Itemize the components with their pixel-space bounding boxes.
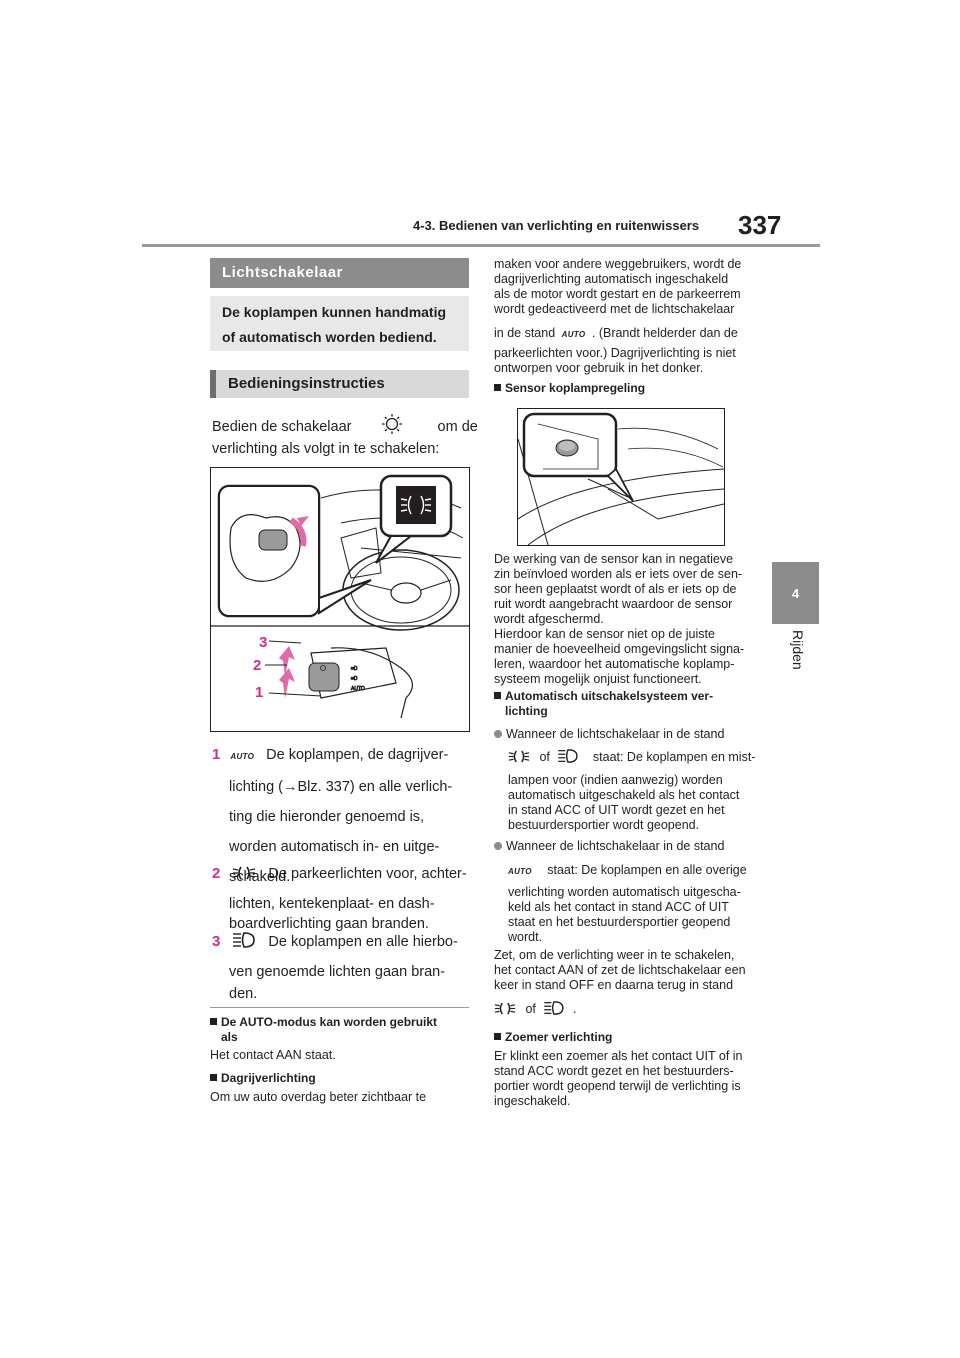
reset-paragraph [494, 948, 764, 993]
step-2 [212, 862, 472, 936]
square-bullet-icon [210, 1074, 217, 1081]
text-segment: Wanneer de lichtschakelaar in de stand [506, 727, 725, 741]
step-number: 3 [212, 933, 221, 950]
text-line: Zet, om de verlichting weer in te schakelen, [494, 948, 735, 962]
parking-light-icon [232, 865, 256, 881]
square-bullet-icon [494, 384, 501, 391]
section-title: 4-3. Bedienen van verlichting en ruitenwissers [413, 218, 700, 233]
round-bullet-icon [494, 842, 502, 850]
text-line: wordt gedeactiveerd met de lichtschakelaar [494, 302, 735, 316]
intro-line: De koplampen kunnen handmatig [222, 304, 447, 320]
text-line: dagrijverlichting automatisch ingeschakeld [494, 272, 729, 286]
text-line: lampen voor (indien aanwezig) worden [508, 773, 723, 787]
drl-stand-line [494, 326, 738, 342]
bullet-2-lead [494, 839, 724, 854]
light-switch-figure [210, 467, 470, 732]
text-line: Hierdoor kan de sensor niet op de juiste [494, 627, 715, 641]
text-line: maken voor andere weggebruikers, wordt de [494, 257, 742, 271]
parking-light-icon [494, 1001, 516, 1016]
text-segment: Wanneer de lichtschakelaar in de stand [506, 839, 725, 853]
text-segment: in de stand [494, 326, 556, 340]
sensor-figure [517, 408, 725, 546]
text-line: De werking van de sensor kan in negatieve [494, 552, 734, 566]
headlight-icon [557, 748, 579, 764]
step-text: schakeld. [229, 869, 291, 885]
text-line: verlichting worden automatisch uitgescha- [508, 885, 741, 899]
reset-icons [494, 1000, 576, 1017]
figure-callout-1: 1 [255, 684, 264, 701]
headlight-icon [232, 931, 256, 949]
note-title-text: Dagrijverlichting [221, 1071, 316, 1085]
step-text: De parkeerlichten voor, achter- [268, 866, 467, 882]
step-text: boardverlichting gaan branden. [229, 916, 429, 932]
instruction-line: verlichting als volgt in te schakelen: [212, 441, 440, 457]
sensor-text [494, 552, 764, 687]
step-text: De koplampen, de dagrijver- [266, 747, 449, 763]
light-switch-illustration [211, 468, 469, 731]
text-line: ruit wordt aangebracht waardoor de sensor [494, 597, 733, 611]
text-line: parkeerlichten voor.) Dagrijverlichting is niet [494, 346, 736, 360]
bullet-1-lead [494, 727, 724, 742]
svg-text:≡D: ≡D [351, 666, 358, 672]
headlight-icon [543, 1000, 565, 1016]
note-title-text: De AUTO-modus kan worden gebruikt [221, 1015, 438, 1029]
auto-icon: AUTO [561, 330, 586, 339]
text-line: sor heen geplaatst wordt of als er iets op de [494, 582, 737, 596]
text-line: keld als het contact in stand ACC of UIT [508, 900, 729, 914]
square-bullet-icon [210, 1018, 217, 1025]
auto-off-title [494, 689, 764, 719]
chapter-tab: 4 [772, 562, 819, 624]
sub-heading: Bedieningsinstructies [210, 370, 469, 398]
auto-icon: AUTO [508, 867, 532, 876]
note-drl-title [210, 1071, 316, 1086]
text-line: het contact AAN of zet de lichtschakelaar een [494, 963, 746, 977]
text-segment: staat: De koplampen en mist- [592, 750, 756, 764]
text-line: staat en het bestuurdersportier geopend [508, 915, 731, 929]
light-switch-icon [372, 413, 412, 433]
square-bullet-icon [494, 692, 501, 699]
text-line: portier wordt geopend terwijl de verlichting is [494, 1079, 741, 1093]
text-line: Er klinkt een zoemer als het contact UIT of in [494, 1049, 743, 1063]
instruction-text: Bedien de schakelaar [212, 419, 352, 435]
text-line: ingeschakeld. [494, 1094, 571, 1108]
figure-callout-3: 3 [259, 634, 268, 651]
step-3 [212, 930, 472, 1006]
text-line: manier de hoeveelheid omgevingslicht signa- [494, 642, 745, 656]
buzzer-text [494, 1049, 764, 1109]
note-drl-text: Om uw auto overdag beter zichtbaar te [210, 1090, 427, 1104]
chapter-label [786, 630, 806, 680]
note-title-text: Automatisch uitschakelsysteem ver- [505, 689, 714, 703]
bullet-1-rest [508, 773, 768, 833]
header-rule [142, 244, 820, 247]
text-segment: staat: De koplampen en alle overige [547, 863, 747, 877]
sensor-title [494, 381, 645, 396]
drl-paragraph [494, 257, 764, 317]
note-auto-mode-text: Het contact AAN staat. [210, 1048, 336, 1062]
text-line: leren, waardoor het automatische koplamp- [494, 657, 735, 671]
text-line: als de motor wordt gestart en de parkeerrem [494, 287, 741, 301]
step-text: den. [229, 986, 258, 1002]
instruction-line [212, 413, 478, 439]
bullet-1-icons [508, 748, 755, 765]
note-title-text: als [221, 1030, 238, 1044]
drl-tail [494, 346, 764, 376]
text-line: stand ACC wordt gezet en het bestuurders- [494, 1064, 734, 1078]
note-title-text: Zoemer verlichting [505, 1030, 613, 1044]
auto-icon: AUTO [230, 752, 255, 761]
step-number: 1 [212, 746, 221, 763]
buzzer-title [494, 1030, 612, 1045]
text-segment: of [539, 750, 550, 764]
text-line: bestuurdersportier wordt geopend. [508, 818, 700, 832]
intro-line: of automatisch worden bediend. [222, 329, 437, 345]
section-heading: Lichtschakelaar [210, 258, 469, 288]
text-line: wordt. [508, 930, 543, 944]
svg-text:AUTO: AUTO [351, 686, 365, 692]
chapter-label-text: Rijden [790, 630, 806, 670]
figure-callout-2: 2 [253, 657, 262, 674]
note-title-text: lichting [505, 704, 548, 718]
text-line: ontworpen voor gebruik in het donker. [494, 361, 704, 375]
sensor-illustration [518, 409, 724, 545]
instruction-text: om de [437, 419, 478, 435]
step-text: ven genoemde lichten gaan bran- [229, 964, 446, 980]
text-line: wordt afgeschermd. [494, 612, 604, 626]
step-text: lichting (→Blz. 337) en alle verlich- [229, 779, 453, 795]
parking-light-icon [508, 749, 530, 764]
text-line: keer in stand OFF en daarna terug in stand [494, 978, 734, 992]
intro-box [210, 296, 469, 351]
square-bullet-icon [494, 1033, 501, 1040]
bullet-2-icons [508, 863, 747, 879]
step-text: lichten, kentekenplaat- en dash- [229, 896, 435, 912]
step-text: worden automatisch in- en uitge- [229, 839, 440, 855]
step-text: ting die hieronder genoemd is, [229, 809, 425, 825]
text-line: zin beïnvloed worden als er iets over de sen- [494, 567, 743, 581]
note-title-text: Sensor koplampregeling [505, 381, 646, 395]
text-segment: . (Brandt helderder dan de [591, 326, 738, 340]
divider [210, 1007, 469, 1008]
text-line: automatisch uitgeschakeld als het contact [508, 788, 740, 802]
text-line: in stand ACC of UIT wordt gezet en het [508, 803, 725, 817]
text-segment: . [572, 1002, 577, 1016]
step-text: De koplampen en alle hierbo- [268, 934, 458, 950]
text-segment: of [525, 1002, 536, 1016]
page-number: 337 [738, 210, 782, 240]
round-bullet-icon [494, 730, 502, 738]
bullet-2-rest [508, 885, 768, 945]
svg-text:≡D: ≡D [351, 676, 358, 682]
text-line: systeem mogelijk onjuist functioneert. [494, 672, 702, 686]
step-number: 2 [212, 865, 221, 882]
note-auto-mode-title [210, 1015, 472, 1045]
